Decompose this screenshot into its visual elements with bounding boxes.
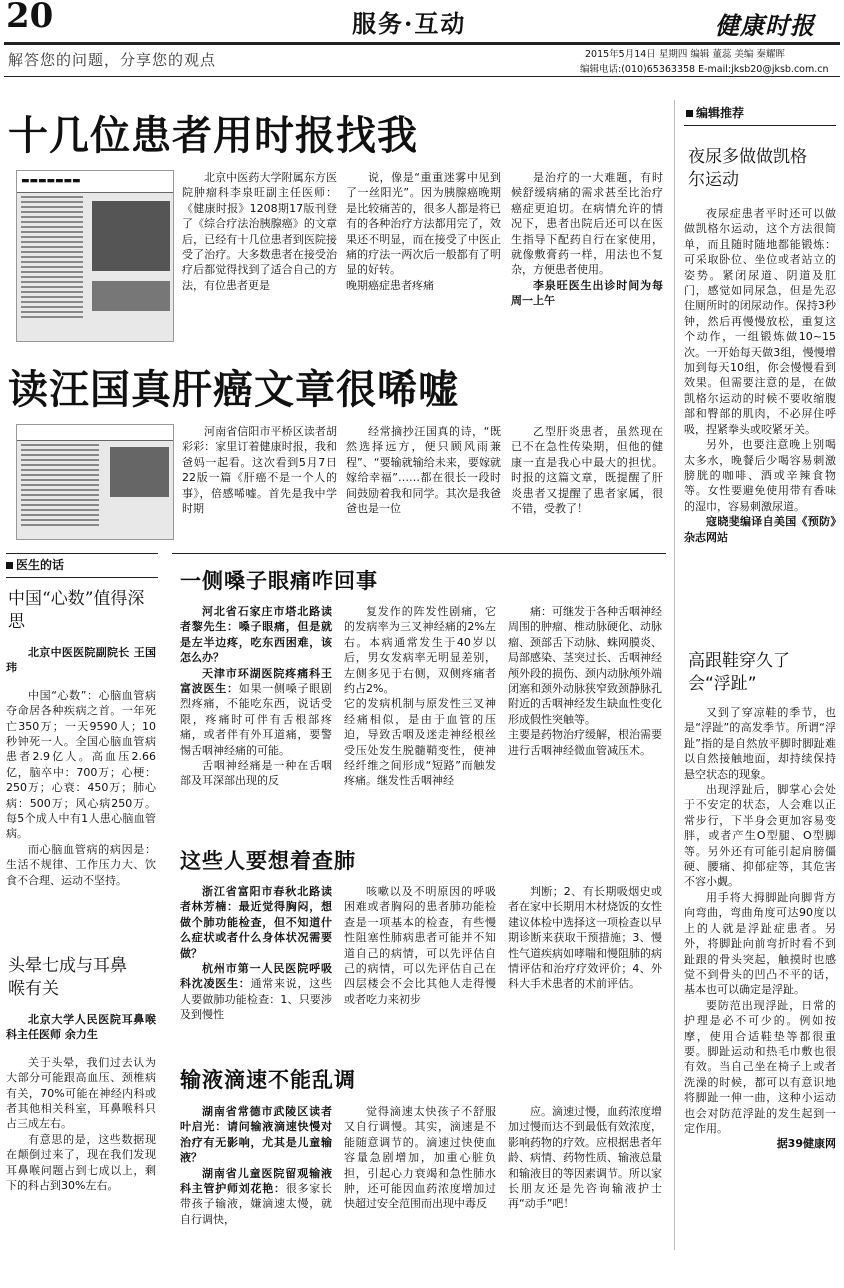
qa3-col1: 湖南省常德市武陵区读者叶启光：请问输液滴速快慢对治疗有无影响，尤其是儿童输液？ 湖南省儿童医院留观输液科主管护师刘花艳：很多家长带孩子输液，嫌滴速太慢，就自行调快， bbox=[180, 1105, 332, 1226]
left-art1-body: 北京中医医院副院长 王国玮 中国“心数”：心脑血管病夺命居各种疾病之首。一年死亡350万；一天9590人；10秒钟死一人。全国心脑血管病患者2.9亿人。高血压2.66亿，脑卒中：700万；心梗：250万；心衰：450万；肺心病：500万；风心病250万。每5个成人中有1人患心脑血管病。 而心脑血管病的病因是：生活不规律、工作压力大、饮食不合理、运动不坚持。 bbox=[6, 646, 156, 887]
section-title: 服务·互动 bbox=[352, 9, 467, 38]
qa3-title: 输液滴速不能乱调 bbox=[180, 1068, 356, 1092]
right-art2-signature: 据39健康网 bbox=[776, 1137, 836, 1151]
qa3-col3: 应。滴速过慢，血药浓度增加过慢而达不到最低有效浓度，影响药物的疗效。应根据患者年龄、病情、药物性质、输液总量和输液目的等因素调节。所以家长朋友还是先咨询输液护士再“动手”吧！ bbox=[508, 1105, 662, 1211]
qa1-title: 一侧嗓子眼痛咋回事 bbox=[180, 569, 378, 593]
newspaper-clipping-image: ▬▬▬▬▬▬▬ bbox=[16, 170, 174, 342]
right-section-rule bbox=[684, 125, 836, 126]
date-editor-line: 2015年5月14日 星期四 编辑 董蕊 美编 秦耀晖 bbox=[585, 49, 785, 60]
left-art2-title: 头晕七成与耳鼻喉有关 bbox=[8, 956, 127, 999]
article2-col1: 河南省信阳市平桥区读者胡彩彩：家里订着健康时报，我和爸妈一起看。这次看到5月7日22版一篇《肝癌不是一个人的事》，倍感唏嘘。首先是我中学时期 bbox=[182, 425, 337, 516]
right-art2-body: 又到了穿凉鞋的季节，也是“浮趾”的高发季节。所谓“浮趾”指的是自然放平脚时脚趾难以自然接触地面，却持续保持悬空状态的现象。 出现浮趾后，脚掌心会处于不安定的状态，人会难以正常步行，下半身会更加容易变胖，或者产生O型腿、O型脚等。另外还有可能引起肩膀僵硬、腰痛、抑郁症等，其危害不容小觑。 用手将大拇脚趾向脚背方向弯曲，弯曲角度可达90度以上的人就是浮趾症患者。另外，将脚趾向前弯折时看不到趾跟的骨头突起，触摸时也感觉不到骨头的凹凸不平的话，基本也可以确定是浮趾。 要防范出现浮趾，日常的护理是必不可少的。例如按摩，使用合适鞋垫等都很重要。脚趾运动和热毛巾敷也很有效。当自己坐在椅子上或者洗澡的时候，都可以有意识地将脚趾一伸一曲，这种小运动也会对防范浮趾的发生起到一定作用。 据39健康网 bbox=[684, 706, 836, 1151]
left-art2-body: 北京大学人民医院耳鼻喉科主任医师 余力生 关于头晕，我们过去认为大部分可能跟高血压、颈椎病有关，70%可能在神经内科或者其他相关科室，耳鼻喉科只占三成左右。 有意思的是，这些数据现在颠倒过来了，现在我们发现耳鼻喉问题占到七成以上，剩下的科占到30%左右。 bbox=[6, 1013, 156, 1193]
qa1-col3: 痛：可继发于各种舌咽神经周围的肿瘤、椎动脉硬化、动脉瘤、颈部舌下动脉、蛛网膜炎、局部感染、茎突过长、舌咽神经颅外段的损伤、颈内动脉颅外端闭塞和颈外动脉狭窄致颈静脉孔附近的舌咽神经发生缺血性变化形成假性突触等。 主要是药物治疗缓解，根治需要进行舌咽神经微血管减压术。 bbox=[508, 605, 662, 757]
left-section-rule bbox=[6, 577, 158, 578]
qa1-col2: 复发作的阵发性剧痛，它的发病率为三叉神经痛的2%左右。本病通常发生于40岁以后，男女发病率无明显差别，左侧多见于右侧，双侧疼痛者约占2%。 它的发病机制与原发性三叉神经痛相似，是由于血管的压迫，导致舌咽及迷走神经根丝受压处发生脱髓鞘变性，使神经纤维之间形成“短路”而触发疼痛。继发性舌咽神经 bbox=[344, 605, 496, 788]
right-section-label: 编辑推荐 bbox=[686, 104, 744, 121]
left-art1-title: 中国“心数”值得深思 bbox=[8, 589, 145, 632]
left-column-top-rule bbox=[6, 553, 158, 554]
qa2-question: 浙江省富阳市春秋北路读者林芳楠：最近觉得胸闷，想做个肺功能检查，但不知道什么症状或者什么身体状况需要做？ bbox=[180, 885, 332, 960]
article2-col2: 经常摘抄汪国真的诗，“既然选择远方，便只顾风雨兼程”、“要输就输给未来，要嫁就嫁给幸福”……都在很长一段时间鼓励着我和同学。其次是我爸爸也是一位 bbox=[346, 425, 501, 516]
page-number: 20 bbox=[6, 0, 54, 36]
qa3-col2: 觉得滴速太快孩子不舒服又自行调慢。其实，滴速是不能随意调节的。滴速过快使血容量急剧增加，加重心脏负担，引起心力衰竭和急性肺水肿，还可能因血药浓度增加过快超过安全范围而出现中毒反 bbox=[344, 1105, 496, 1211]
qa1-top-rule bbox=[172, 553, 666, 554]
header-rule bbox=[4, 42, 840, 45]
article1-signature: 李泉旺医生出诊时间为每周一上午 bbox=[511, 278, 663, 308]
header-sub-rule bbox=[4, 76, 840, 77]
qa1-answerer: 天津市环湖医院疼痛科王富波医生： bbox=[180, 666, 332, 696]
article-clipping-image bbox=[16, 424, 174, 540]
article1-col2: 说，像是“重重迷雾中见到了一丝阳光”。因为胰腺癌晚期是比较痛苦的，很多人都是将已有的各种治疗方法都用完了，效果还不明显，而在接受了中医止痛的疗法一两次后一般都有了明显的好转。 晚期癌症患者疼痛 bbox=[346, 171, 501, 292]
article1-col3: 是治疗的一大难题，有时候舒缓病痛的需求甚至比治疗癌症更迫切。在病情允许的情况下，患者出院后还可以在医生指导下配药自行在家使用，就像敷膏药一样，用法也不复杂，方便患者使用。 李泉旺医生出诊时间为每周一上午 bbox=[511, 171, 663, 308]
qa2-col1: 浙江省富阳市春秋北路读者林芳楠：最近觉得胸闷，想做个肺功能检查，但不知道什么症状或者什么身体状况需要做？ 杭州市第一人民医院呼吸科沈凌医生：通常来说，这些人要做肺功能检查：1、只要涉及到慢性 bbox=[180, 885, 332, 1022]
left-art1-byline: 北京中医医院副院长 王国玮 bbox=[6, 646, 156, 675]
article1-col1: 北京中医药大学附属东方医院肿瘤科李泉旺副主任医师：《健康时报》1208期17版刊登了《综合疗法治胰腺癌》的文章后，已经有十几位患者到医院接受了治疗。大多数患者在接受治疗后都觉得找到了适合自己的方法，有位患者更是 bbox=[182, 171, 337, 292]
right-art2-title: 高跟鞋穿久了会“浮趾” bbox=[688, 651, 790, 694]
article1-title: 十几位患者用时报找我 bbox=[8, 112, 418, 159]
qa1-col1: 河北省石家庄市塔北路读者黎先生：嗓子眼痛，但是就是左半边疼，吃东西困难，该怎么办？ 天津市环湖医院疼痛科王富波医生：如果一侧嗓子眼剧烈疼痛，不能吃东西，说话受限，疼痛时可伴有舌根部疼痛，或者伴有外耳道痛，要警惕舌咽神经痛的可能。 舌咽神经痛是一种在舌咽部及耳深部出现的反 bbox=[180, 605, 332, 788]
left-section-label: 医生的话 bbox=[6, 556, 64, 573]
right-column-divider bbox=[674, 100, 675, 1250]
qa1-question: 河北省石家庄市塔北路读者黎先生：嗓子眼痛，但是就是左半边疼，吃东西困难，该怎么办？ bbox=[180, 605, 332, 665]
qa2-col3: 判断；2、有长期吸烟史或者在家中长期用木材烧饭的女性建议体检中选择这一项检查以早期诊断来获取干预措施；3、慢性气道疾病如哮喘和慢阻肺的病情评估和治疗疗效评价；4、外科大手术患者的术前评估。 bbox=[508, 885, 662, 991]
right-art1-title: 夜尿多做做凯格尔运动 bbox=[688, 147, 807, 190]
qa3-answerer: 湖南省儿童医院留观输液科主管护师刘花艳： bbox=[180, 1166, 332, 1196]
right-art1-signature: 寇晓斐编译自美国《预防》杂志网站 bbox=[684, 515, 836, 544]
qa2-title: 这些人要想着查肺 bbox=[180, 849, 356, 873]
contact-line: 编辑电话:(010)65363358 E-mail:jksb20@jksb.com.cn bbox=[580, 64, 829, 75]
qa3-question: 湖南省常德市武陵区读者叶启光：请问输液滴速快慢对治疗有无影响，尤其是儿童输液？ bbox=[180, 1105, 332, 1165]
qa2-answerer: 杭州市第一人民医院呼吸科沈凌医生： bbox=[180, 962, 332, 991]
right-art1-body: 夜尿症患者平时还可以做做凯格尔运动，这个方法很简单，而且随时随地都能锻炼：可采取卧位、坐位或者站立的姿势。紧闭尿道、阴道及肛门，感觉如同尿急，但是先忍住厕所时的闭尿动作。保持3秒钟，然后再慢慢放松，重复这个动作，一组锻炼做10~15次。一开始每天做3组，慢慢增加到每天10组，你会慢慢看到效果。但需要注意的是，在做凯格尔运动的时候不要收缩腹部和臀部的肌肉，不必屏住呼吸，捏紧拳头或咬紧牙关。 另外，也要注意晚上别喝太多水，晚餐后少喝容易刺激膀胱的咖啡、酒或辛辣食物等。女性要避免使用带有香味的湿巾，容易刺激尿道。 寇晓斐编译自美国《预防》杂志网站 bbox=[684, 207, 836, 544]
article2-title: 读汪国真肝癌文章很唏嘘 bbox=[8, 366, 459, 413]
slogan: 解答您的问题，分享您的观点 bbox=[8, 51, 217, 69]
masthead-logo: 健康时报 bbox=[715, 11, 815, 40]
qa2-col2: 咳嗽以及不明原因的呼吸困难或者胸闷的患者肺功能检查是一项基本的检查，有些慢性阻塞性肺病患者可能并不知道自己的病情，可以先评估自己的病情，可以先评估自己在四层楼会不会比其他人走得慢或者吃力来初步 bbox=[344, 885, 496, 1006]
square-bullet-icon bbox=[686, 110, 693, 117]
article2-col3: 乙型肝炎患者，虽然现在已不在急性传染期，但他的健康一直是我心中最大的担忧。时报的这篇文章，既提醒了肝炎患者又提醒了患者家属，很不错，受教了！ bbox=[511, 425, 663, 516]
square-bullet-icon bbox=[6, 562, 13, 569]
left-art2-byline: 北京大学人民医院耳鼻喉科主任医师 余力生 bbox=[6, 1013, 156, 1042]
